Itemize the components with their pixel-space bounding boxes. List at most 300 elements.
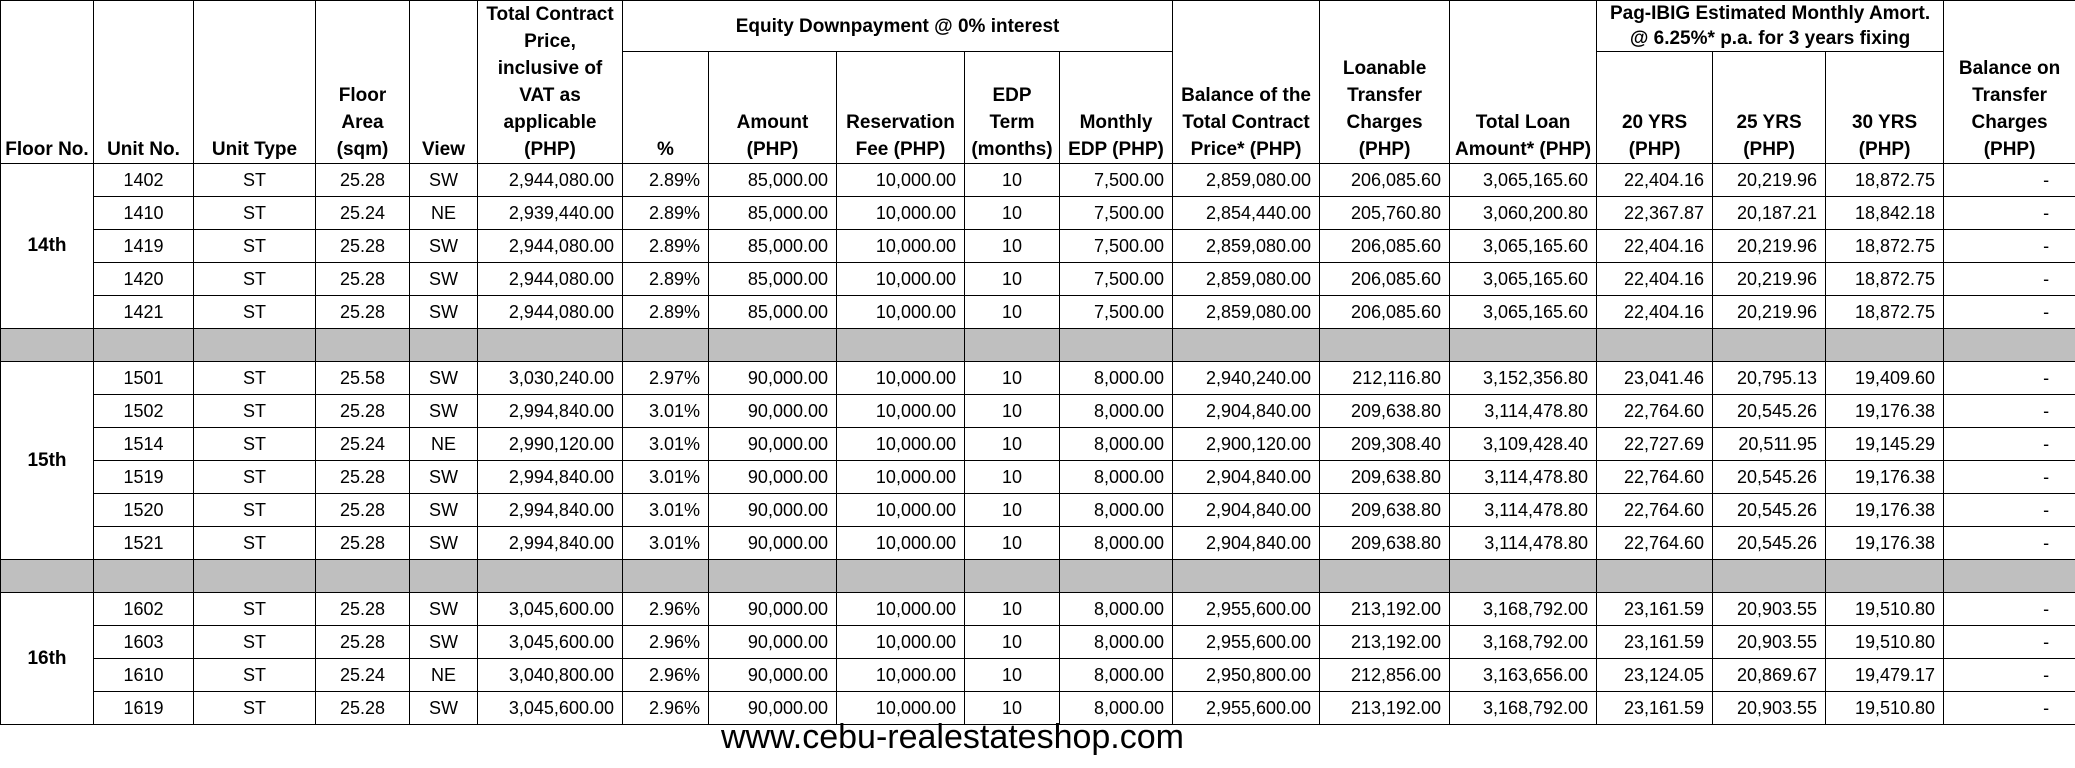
separator-cell xyxy=(1,560,94,593)
loanable-transfer-cell: 209,638.80 xyxy=(1320,527,1450,560)
total-loan-cell: 3,168,792.00 xyxy=(1450,593,1597,626)
unit-no-cell: 1602 xyxy=(94,593,194,626)
balance-tcp-cell: 2,854,440.00 xyxy=(1173,197,1320,230)
reservation-fee-cell: 10,000.00 xyxy=(837,395,965,428)
col-20-yrs: 20 YRS (PHP) xyxy=(1597,52,1713,164)
amort-25-yrs-cell: 20,187.21 xyxy=(1713,197,1826,230)
separator-cell xyxy=(410,560,478,593)
balance-transfer-cell: - xyxy=(1944,626,2075,659)
amort-20-yrs-cell: 22,764.60 xyxy=(1597,494,1713,527)
edp-percent-cell: 2.97% xyxy=(623,362,709,395)
total-loan-cell: 3,114,478.80 xyxy=(1450,461,1597,494)
reservation-fee-cell: 10,000.00 xyxy=(837,626,965,659)
balance-transfer-cell: - xyxy=(1944,197,2075,230)
col-reservation-fee: Reservation Fee (PHP) xyxy=(837,52,965,164)
table-row xyxy=(1,362,2075,395)
edp-amount-cell: 90,000.00 xyxy=(709,395,837,428)
total-loan-cell: 3,152,356.80 xyxy=(1450,362,1597,395)
balance-tcp-cell: 2,904,840.00 xyxy=(1173,395,1320,428)
unit-type-cell: ST xyxy=(194,197,316,230)
edp-amount-cell: 90,000.00 xyxy=(709,659,837,692)
amort-25-yrs-cell: 20,903.55 xyxy=(1713,593,1826,626)
col-loanable-transfer-charges: Loanable Transfer Charges (PHP) xyxy=(1320,1,1450,164)
view-cell: SW xyxy=(410,362,478,395)
monthly-edp-cell: 7,500.00 xyxy=(1060,197,1173,230)
separator-cell xyxy=(1320,560,1450,593)
unit-no-cell: 1603 xyxy=(94,626,194,659)
separator-cell xyxy=(1826,329,1944,362)
table-row xyxy=(1,230,2075,263)
view-cell: SW xyxy=(410,164,478,197)
balance-transfer-cell: - xyxy=(1944,461,2075,494)
view-cell: SW xyxy=(410,296,478,329)
loanable-transfer-cell: 206,085.60 xyxy=(1320,296,1450,329)
monthly-edp-cell: 7,500.00 xyxy=(1060,296,1173,329)
monthly-edp-cell: 8,000.00 xyxy=(1060,659,1173,692)
amort-25-yrs-cell: 20,219.96 xyxy=(1713,230,1826,263)
unit-no-cell: 1410 xyxy=(94,197,194,230)
total-contract-price-cell: 2,994,840.00 xyxy=(478,527,623,560)
floor-area-cell: 25.28 xyxy=(316,461,410,494)
edp-amount-cell: 90,000.00 xyxy=(709,593,837,626)
col-unit-type: Unit Type xyxy=(194,1,316,164)
floor-area-cell: 25.58 xyxy=(316,362,410,395)
reservation-fee-cell: 10,000.00 xyxy=(837,461,965,494)
unit-type-cell: ST xyxy=(194,494,316,527)
monthly-edp-cell: 8,000.00 xyxy=(1060,593,1173,626)
amort-20-yrs-cell: 23,161.59 xyxy=(1597,692,1713,725)
view-cell: SW xyxy=(410,692,478,725)
total-loan-cell: 3,168,792.00 xyxy=(1450,692,1597,725)
separator-cell xyxy=(1597,329,1713,362)
table-row xyxy=(1,395,2075,428)
view-cell: SW xyxy=(410,461,478,494)
amort-25-yrs-cell: 20,545.26 xyxy=(1713,395,1826,428)
col-edp-amount: Amount (PHP) xyxy=(709,52,837,164)
balance-transfer-cell: - xyxy=(1944,362,2075,395)
monthly-edp-cell: 8,000.00 xyxy=(1060,494,1173,527)
col-total-contract-price: Total Contract Price, inclusive of VAT as applicable (PHP) xyxy=(478,1,623,164)
separator-cell xyxy=(1944,560,2075,593)
group-equity-downpayment: Equity Downpayment @ 0% interest xyxy=(623,1,1173,52)
edp-term-cell: 10 xyxy=(965,626,1060,659)
amort-20-yrs-cell: 22,727.69 xyxy=(1597,428,1713,461)
edp-amount-cell: 90,000.00 xyxy=(709,428,837,461)
edp-percent-cell: 3.01% xyxy=(623,527,709,560)
separator-cell xyxy=(316,560,410,593)
amort-30-yrs-cell: 19,176.38 xyxy=(1826,461,1944,494)
monthly-edp-cell: 8,000.00 xyxy=(1060,626,1173,659)
unit-type-cell: ST xyxy=(194,428,316,461)
separator-cell xyxy=(94,560,194,593)
floor-area-cell: 25.28 xyxy=(316,593,410,626)
floor-separator-row xyxy=(1,560,2075,593)
edp-percent-cell: 3.01% xyxy=(623,428,709,461)
loanable-transfer-cell: 213,192.00 xyxy=(1320,593,1450,626)
separator-cell xyxy=(478,329,623,362)
monthly-edp-cell: 8,000.00 xyxy=(1060,428,1173,461)
monthly-edp-cell: 8,000.00 xyxy=(1060,362,1173,395)
balance-transfer-cell: - xyxy=(1944,395,2075,428)
amort-25-yrs-cell: 20,903.55 xyxy=(1713,626,1826,659)
reservation-fee-cell: 10,000.00 xyxy=(837,527,965,560)
monthly-edp-cell: 8,000.00 xyxy=(1060,395,1173,428)
amort-20-yrs-cell: 22,764.60 xyxy=(1597,527,1713,560)
floor-area-cell: 25.28 xyxy=(316,263,410,296)
balance-tcp-cell: 2,904,840.00 xyxy=(1173,461,1320,494)
balance-tcp-cell: 2,859,080.00 xyxy=(1173,230,1320,263)
total-contract-price-cell: 2,994,840.00 xyxy=(478,494,623,527)
floor-label: 16th xyxy=(1,593,94,725)
loanable-transfer-cell: 212,116.80 xyxy=(1320,362,1450,395)
table-row xyxy=(1,428,2075,461)
edp-amount-cell: 90,000.00 xyxy=(709,461,837,494)
floor-area-cell: 25.24 xyxy=(316,197,410,230)
balance-tcp-cell: 2,859,080.00 xyxy=(1173,296,1320,329)
edp-term-cell: 10 xyxy=(965,263,1060,296)
balance-tcp-cell: 2,940,240.00 xyxy=(1173,362,1320,395)
reservation-fee-cell: 10,000.00 xyxy=(837,263,965,296)
separator-cell xyxy=(1713,560,1826,593)
separator-cell xyxy=(1173,560,1320,593)
col-balance-transfer-charges: Balance on Transfer Charges (PHP) xyxy=(1944,1,2075,164)
unit-type-cell: ST xyxy=(194,461,316,494)
balance-tcp-cell: 2,859,080.00 xyxy=(1173,164,1320,197)
balance-transfer-cell: - xyxy=(1944,692,2075,725)
balance-tcp-cell: 2,900,120.00 xyxy=(1173,428,1320,461)
view-cell: SW xyxy=(410,395,478,428)
table-body xyxy=(1,164,2075,725)
table-row xyxy=(1,659,2075,692)
col-edp-term: EDP Term (months) xyxy=(965,52,1060,164)
floor-area-cell: 25.24 xyxy=(316,428,410,461)
amort-30-yrs-cell: 19,176.38 xyxy=(1826,395,1944,428)
total-loan-cell: 3,114,478.80 xyxy=(1450,494,1597,527)
edp-term-cell: 10 xyxy=(965,461,1060,494)
separator-cell xyxy=(1450,329,1597,362)
loanable-transfer-cell: 213,192.00 xyxy=(1320,692,1450,725)
edp-percent-cell: 2.89% xyxy=(623,197,709,230)
amort-20-yrs-cell: 23,041.46 xyxy=(1597,362,1713,395)
amort-25-yrs-cell: 20,795.13 xyxy=(1713,362,1826,395)
separator-cell xyxy=(709,560,837,593)
unit-type-cell: ST xyxy=(194,527,316,560)
edp-amount-cell: 85,000.00 xyxy=(709,296,837,329)
floor-label: 14th xyxy=(1,164,94,329)
table-row xyxy=(1,263,2075,296)
separator-cell xyxy=(1060,560,1173,593)
total-contract-price-cell: 2,944,080.00 xyxy=(478,230,623,263)
view-cell: SW xyxy=(410,527,478,560)
amort-30-yrs-cell: 18,872.75 xyxy=(1826,230,1944,263)
unit-no-cell: 1610 xyxy=(94,659,194,692)
floor-area-cell: 25.28 xyxy=(316,692,410,725)
col-balance-tcp: Balance of the Total Contract Price* (PHP) xyxy=(1173,1,1320,164)
unit-no-cell: 1419 xyxy=(94,230,194,263)
reservation-fee-cell: 10,000.00 xyxy=(837,164,965,197)
floor-area-cell: 25.28 xyxy=(316,626,410,659)
edp-percent-cell: 2.96% xyxy=(623,692,709,725)
separator-cell xyxy=(1944,329,2075,362)
col-floor-no: Floor No. xyxy=(1,1,94,164)
view-cell: SW xyxy=(410,626,478,659)
separator-cell xyxy=(1,329,94,362)
view-cell: NE xyxy=(410,428,478,461)
total-loan-cell: 3,065,165.60 xyxy=(1450,296,1597,329)
loanable-transfer-cell: 212,856.00 xyxy=(1320,659,1450,692)
edp-percent-cell: 3.01% xyxy=(623,461,709,494)
col-25-yrs: 25 YRS (PHP) xyxy=(1713,52,1826,164)
loanable-transfer-cell: 206,085.60 xyxy=(1320,263,1450,296)
amort-20-yrs-cell: 22,764.60 xyxy=(1597,395,1713,428)
monthly-edp-cell: 8,000.00 xyxy=(1060,527,1173,560)
amort-30-yrs-cell: 18,842.18 xyxy=(1826,197,1944,230)
separator-cell xyxy=(1450,560,1597,593)
amort-25-yrs-cell: 20,219.96 xyxy=(1713,164,1826,197)
separator-cell xyxy=(623,560,709,593)
amort-30-yrs-cell: 18,872.75 xyxy=(1826,296,1944,329)
reservation-fee-cell: 10,000.00 xyxy=(837,296,965,329)
total-contract-price-cell: 2,990,120.00 xyxy=(478,428,623,461)
balance-transfer-cell: - xyxy=(1944,527,2075,560)
balance-transfer-cell: - xyxy=(1944,296,2075,329)
amort-25-yrs-cell: 20,545.26 xyxy=(1713,527,1826,560)
edp-term-cell: 10 xyxy=(965,197,1060,230)
amort-20-yrs-cell: 23,124.05 xyxy=(1597,659,1713,692)
col-total-loan-amount: Total Loan Amount* (PHP) xyxy=(1450,1,1597,164)
amort-25-yrs-cell: 20,903.55 xyxy=(1713,692,1826,725)
reservation-fee-cell: 10,000.00 xyxy=(837,197,965,230)
balance-tcp-cell: 2,950,800.00 xyxy=(1173,659,1320,692)
website-footer: www.cebu-realestateshop.com xyxy=(720,718,1184,756)
loanable-transfer-cell: 206,085.60 xyxy=(1320,230,1450,263)
amort-20-yrs-cell: 22,764.60 xyxy=(1597,461,1713,494)
separator-cell xyxy=(709,329,837,362)
edp-percent-cell: 2.89% xyxy=(623,263,709,296)
amort-20-yrs-cell: 22,404.16 xyxy=(1597,164,1713,197)
amort-30-yrs-cell: 19,176.38 xyxy=(1826,494,1944,527)
total-contract-price-cell: 2,994,840.00 xyxy=(478,395,623,428)
amort-20-yrs-cell: 22,404.16 xyxy=(1597,296,1713,329)
separator-cell xyxy=(1713,329,1826,362)
amort-25-yrs-cell: 20,869.67 xyxy=(1713,659,1826,692)
balance-transfer-cell: - xyxy=(1944,230,2075,263)
unit-no-cell: 1519 xyxy=(94,461,194,494)
reservation-fee-cell: 10,000.00 xyxy=(837,494,965,527)
view-cell: SW xyxy=(410,494,478,527)
separator-cell xyxy=(478,560,623,593)
separator-cell xyxy=(965,560,1060,593)
unit-type-cell: ST xyxy=(194,626,316,659)
floor-label: 15th xyxy=(1,362,94,560)
edp-term-cell: 10 xyxy=(965,428,1060,461)
floor-area-cell: 25.28 xyxy=(316,164,410,197)
reservation-fee-cell: 10,000.00 xyxy=(837,692,965,725)
balance-tcp-cell: 2,955,600.00 xyxy=(1173,692,1320,725)
edp-term-cell: 10 xyxy=(965,527,1060,560)
balance-tcp-cell: 2,859,080.00 xyxy=(1173,263,1320,296)
amort-25-yrs-cell: 20,545.26 xyxy=(1713,461,1826,494)
edp-amount-cell: 85,000.00 xyxy=(709,230,837,263)
edp-percent-cell: 2.96% xyxy=(623,659,709,692)
total-contract-price-cell: 2,994,840.00 xyxy=(478,461,623,494)
edp-term-cell: 10 xyxy=(965,593,1060,626)
separator-cell xyxy=(1173,329,1320,362)
separator-cell xyxy=(965,329,1060,362)
edp-amount-cell: 85,000.00 xyxy=(709,197,837,230)
amort-30-yrs-cell: 19,510.80 xyxy=(1826,692,1944,725)
reservation-fee-cell: 10,000.00 xyxy=(837,362,965,395)
total-loan-cell: 3,109,428.40 xyxy=(1450,428,1597,461)
total-contract-price-cell: 3,040,800.00 xyxy=(478,659,623,692)
total-loan-cell: 3,168,792.00 xyxy=(1450,626,1597,659)
edp-term-cell: 10 xyxy=(965,395,1060,428)
amort-30-yrs-cell: 19,176.38 xyxy=(1826,527,1944,560)
unit-no-cell: 1521 xyxy=(94,527,194,560)
total-loan-cell: 3,163,656.00 xyxy=(1450,659,1597,692)
unit-type-cell: ST xyxy=(194,362,316,395)
total-contract-price-cell: 3,045,600.00 xyxy=(478,593,623,626)
edp-amount-cell: 90,000.00 xyxy=(709,494,837,527)
unit-no-cell: 1402 xyxy=(94,164,194,197)
total-contract-price-cell: 3,045,600.00 xyxy=(478,626,623,659)
edp-percent-cell: 2.89% xyxy=(623,230,709,263)
edp-amount-cell: 90,000.00 xyxy=(709,692,837,725)
floor-area-cell: 25.28 xyxy=(316,494,410,527)
unit-type-cell: ST xyxy=(194,230,316,263)
unit-type-cell: ST xyxy=(194,692,316,725)
table-row xyxy=(1,527,2075,560)
unit-no-cell: 1501 xyxy=(94,362,194,395)
floor-area-cell: 25.28 xyxy=(316,230,410,263)
col-monthly-edp: Monthly EDP (PHP) xyxy=(1060,52,1173,164)
edp-amount-cell: 85,000.00 xyxy=(709,164,837,197)
loanable-transfer-cell: 209,638.80 xyxy=(1320,494,1450,527)
edp-term-cell: 10 xyxy=(965,659,1060,692)
edp-term-cell: 10 xyxy=(965,296,1060,329)
amort-30-yrs-cell: 18,872.75 xyxy=(1826,263,1944,296)
amort-30-yrs-cell: 19,409.60 xyxy=(1826,362,1944,395)
unit-no-cell: 1520 xyxy=(94,494,194,527)
total-contract-price-cell: 3,030,240.00 xyxy=(478,362,623,395)
total-loan-cell: 3,060,200.80 xyxy=(1450,197,1597,230)
separator-cell xyxy=(194,329,316,362)
unit-no-cell: 1502 xyxy=(94,395,194,428)
total-contract-price-cell: 2,939,440.00 xyxy=(478,197,623,230)
unit-no-cell: 1420 xyxy=(94,263,194,296)
floor-area-cell: 25.24 xyxy=(316,659,410,692)
table-row xyxy=(1,593,2075,626)
unit-type-cell: ST xyxy=(194,593,316,626)
table-header xyxy=(1,1,2075,164)
reservation-fee-cell: 10,000.00 xyxy=(837,659,965,692)
view-cell: SW xyxy=(410,263,478,296)
total-loan-cell: 3,065,165.60 xyxy=(1450,230,1597,263)
total-loan-cell: 3,065,165.60 xyxy=(1450,164,1597,197)
monthly-edp-cell: 8,000.00 xyxy=(1060,692,1173,725)
balance-tcp-cell: 2,955,600.00 xyxy=(1173,626,1320,659)
table-row xyxy=(1,494,2075,527)
table-row xyxy=(1,626,2075,659)
total-loan-cell: 3,114,478.80 xyxy=(1450,395,1597,428)
loanable-transfer-cell: 213,192.00 xyxy=(1320,626,1450,659)
floor-area-cell: 25.28 xyxy=(316,527,410,560)
unit-no-cell: 1514 xyxy=(94,428,194,461)
loanable-transfer-cell: 209,638.80 xyxy=(1320,395,1450,428)
unit-type-cell: ST xyxy=(194,263,316,296)
loanable-transfer-cell: 206,085.60 xyxy=(1320,164,1450,197)
amort-30-yrs-cell: 19,510.80 xyxy=(1826,593,1944,626)
unit-type-cell: ST xyxy=(194,296,316,329)
amort-20-yrs-cell: 22,404.16 xyxy=(1597,263,1713,296)
amort-30-yrs-cell: 19,510.80 xyxy=(1826,626,1944,659)
col-unit-no: Unit No. xyxy=(94,1,194,164)
separator-cell xyxy=(194,560,316,593)
amort-25-yrs-cell: 20,511.95 xyxy=(1713,428,1826,461)
monthly-edp-cell: 8,000.00 xyxy=(1060,461,1173,494)
unit-type-cell: ST xyxy=(194,659,316,692)
balance-transfer-cell: - xyxy=(1944,263,2075,296)
edp-term-cell: 10 xyxy=(965,362,1060,395)
view-cell: SW xyxy=(410,230,478,263)
edp-percent-cell: 3.01% xyxy=(623,395,709,428)
edp-percent-cell: 3.01% xyxy=(623,494,709,527)
amort-30-yrs-cell: 18,872.75 xyxy=(1826,164,1944,197)
col-view: View xyxy=(410,1,478,164)
separator-cell xyxy=(410,329,478,362)
amort-20-yrs-cell: 23,161.59 xyxy=(1597,626,1713,659)
loanable-transfer-cell: 205,760.80 xyxy=(1320,197,1450,230)
amort-25-yrs-cell: 20,219.96 xyxy=(1713,263,1826,296)
total-loan-cell: 3,114,478.80 xyxy=(1450,527,1597,560)
separator-cell xyxy=(1320,329,1450,362)
balance-transfer-cell: - xyxy=(1944,428,2075,461)
balance-transfer-cell: - xyxy=(1944,164,2075,197)
reservation-fee-cell: 10,000.00 xyxy=(837,230,965,263)
amort-30-yrs-cell: 19,145.29 xyxy=(1826,428,1944,461)
balance-transfer-cell: - xyxy=(1944,593,2075,626)
separator-cell xyxy=(1060,329,1173,362)
amort-20-yrs-cell: 22,404.16 xyxy=(1597,230,1713,263)
amort-25-yrs-cell: 20,545.26 xyxy=(1713,494,1826,527)
balance-transfer-cell: - xyxy=(1944,659,2075,692)
separator-cell xyxy=(837,560,965,593)
edp-percent-cell: 2.89% xyxy=(623,296,709,329)
edp-percent-cell: 2.96% xyxy=(623,593,709,626)
unit-no-cell: 1619 xyxy=(94,692,194,725)
total-contract-price-cell: 2,944,080.00 xyxy=(478,296,623,329)
floor-area-cell: 25.28 xyxy=(316,395,410,428)
amort-20-yrs-cell: 22,367.87 xyxy=(1597,197,1713,230)
edp-amount-cell: 90,000.00 xyxy=(709,527,837,560)
loanable-transfer-cell: 209,308.40 xyxy=(1320,428,1450,461)
view-cell: NE xyxy=(410,659,478,692)
balance-transfer-cell: - xyxy=(1944,494,2075,527)
unit-type-cell: ST xyxy=(194,164,316,197)
edp-amount-cell: 90,000.00 xyxy=(709,362,837,395)
total-contract-price-cell: 2,944,080.00 xyxy=(478,263,623,296)
edp-amount-cell: 85,000.00 xyxy=(709,263,837,296)
separator-cell xyxy=(837,329,965,362)
separator-cell xyxy=(1826,560,1944,593)
total-contract-price-cell: 2,944,080.00 xyxy=(478,164,623,197)
separator-cell xyxy=(623,329,709,362)
separator-cell xyxy=(94,329,194,362)
reservation-fee-cell: 10,000.00 xyxy=(837,428,965,461)
table-row xyxy=(1,296,2075,329)
edp-term-cell: 10 xyxy=(965,494,1060,527)
separator-cell xyxy=(1597,560,1713,593)
